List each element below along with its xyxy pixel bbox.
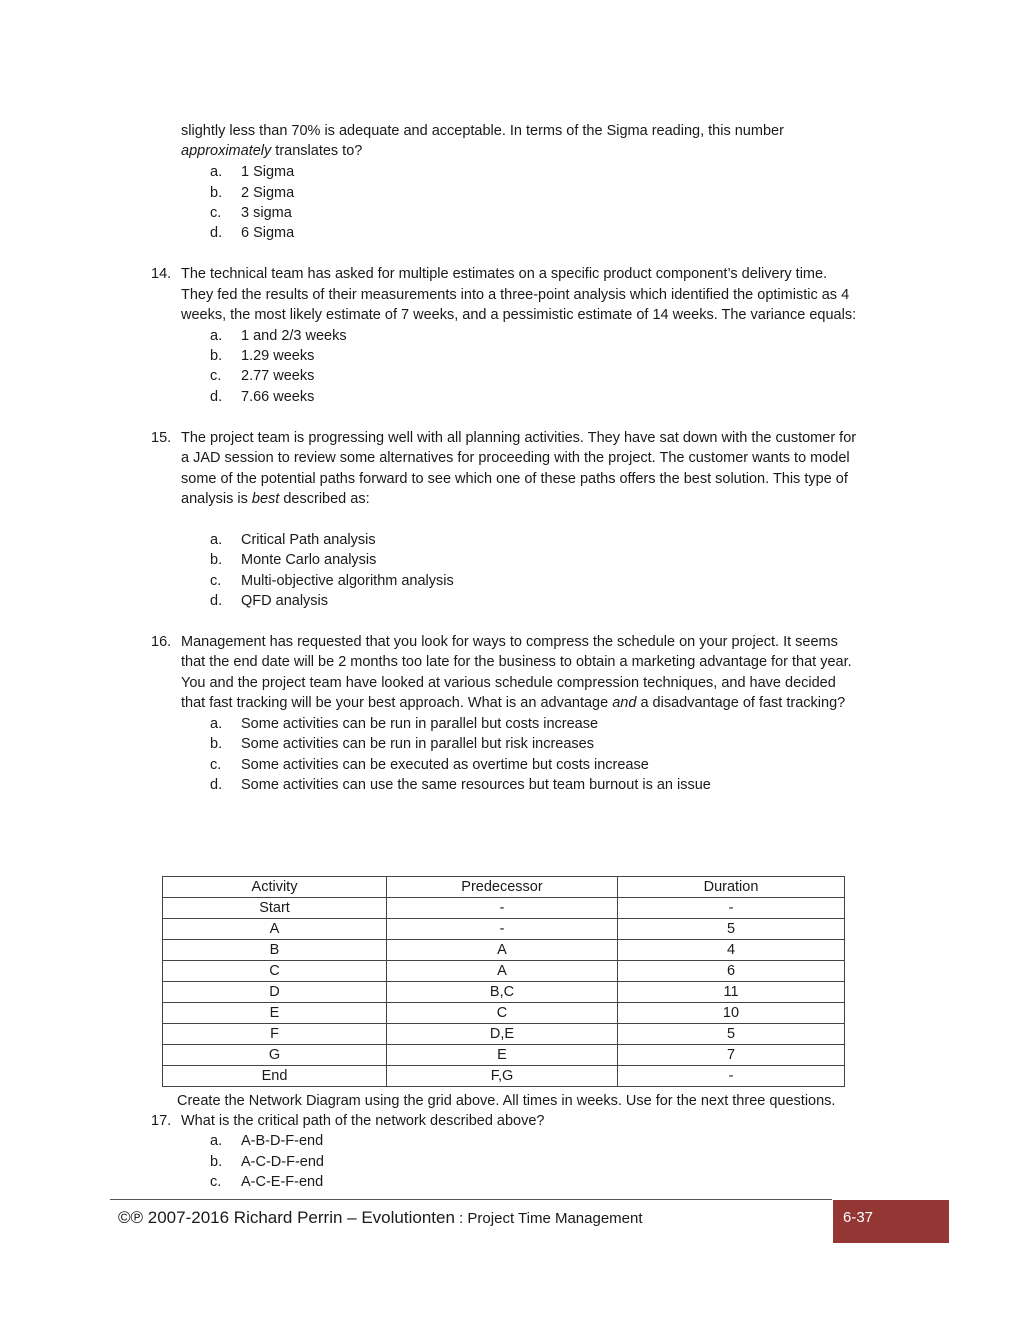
page-number-badge xyxy=(833,1200,949,1243)
table-row xyxy=(163,1045,845,1066)
column-header-duration: Duration xyxy=(618,877,845,898)
duration-cell: 5 xyxy=(618,1024,845,1045)
activity-cell: F xyxy=(163,1024,387,1045)
option-letter: c. xyxy=(210,368,222,384)
predecessor-cell: C xyxy=(387,1003,618,1024)
activity-cell: E xyxy=(163,1003,387,1024)
option-letter: d. xyxy=(210,225,223,241)
q16-text-line: that the end date will be 2 months too late for the business to obtain a marketing advantage for that year. xyxy=(181,654,852,670)
option-text: 3 sigma xyxy=(241,205,292,221)
option-text: 1.29 weeks xyxy=(241,348,315,364)
page-number: 6-37 xyxy=(843,1209,874,1226)
option-text: Multi-objective algorithm analysis xyxy=(241,573,454,589)
option-letter: c. xyxy=(210,205,222,221)
activity-table xyxy=(162,876,845,1087)
option-text: Some activities can be run in parallel but costs increase xyxy=(241,716,599,732)
option-letter: b. xyxy=(210,1154,223,1170)
question-number: 15. xyxy=(151,430,172,446)
predecessor-cell: E xyxy=(387,1045,618,1066)
predecessor-cell: A xyxy=(387,961,618,982)
option-letter: b. xyxy=(210,552,223,568)
footer-copyright: ©℗ 2007-2016 Richard Perrin – Evolutionten : Project Time Management xyxy=(118,1208,643,1227)
activity-cell: B xyxy=(163,940,387,961)
option-letter: a. xyxy=(210,164,223,180)
option-text: QFD analysis xyxy=(241,593,329,609)
option-letter: c. xyxy=(210,757,222,773)
activity-cell: D xyxy=(163,982,387,1003)
activity-cell: C xyxy=(163,961,387,982)
duration-cell: 7 xyxy=(618,1045,845,1066)
duration-cell: 5 xyxy=(618,919,845,940)
footer-divider xyxy=(110,1199,832,1200)
option-text: Monte Carlo analysis xyxy=(241,552,377,568)
option-letter: c. xyxy=(210,573,222,589)
q16-text-line: You and the project team have looked at various schedule compression techniques, and have decided xyxy=(181,675,836,691)
option-text: A-B-D-F-end xyxy=(241,1133,324,1149)
question-number: 17. xyxy=(151,1113,172,1129)
predecessor-cell: - xyxy=(387,919,618,940)
q15-text-line: a JAD session to review some alternatives for proceeding with the project. The customer wants to model xyxy=(181,450,850,466)
q16-text-line: that fast tracking will be your best approach. What is an advantage and a disadvantage of fast tracking? xyxy=(181,695,846,711)
option-text: Some activities can be executed as overtime but costs increase xyxy=(241,757,649,773)
option-text: A-C-E-F-end xyxy=(241,1174,324,1190)
duration-cell: 4 xyxy=(618,940,845,961)
q15-text-line: The project team is progressing well with all planning activities. They have sat down with the customer for xyxy=(181,430,857,446)
option-text: A-C-D-F-end xyxy=(241,1154,324,1170)
option-text: Critical Path analysis xyxy=(241,532,376,548)
activity-cell: End xyxy=(163,1066,387,1087)
option-text: 2 Sigma xyxy=(241,185,295,201)
option-text: 7.66 weeks xyxy=(241,389,315,405)
option-letter: a. xyxy=(210,328,223,344)
question-number: 14. xyxy=(151,266,172,282)
table-row xyxy=(163,919,845,940)
duration-cell: 11 xyxy=(618,982,845,1003)
option-text: Some activities can be run in parallel but risk increases xyxy=(241,736,594,752)
q15-text-line: some of the potential paths forward to see which one of these paths offers the best solution. This type of xyxy=(181,471,848,487)
table-row xyxy=(163,1066,845,1087)
table-row xyxy=(163,1024,845,1045)
duration-cell: - xyxy=(618,1066,845,1087)
option-letter: b. xyxy=(210,736,223,752)
table-row xyxy=(163,982,845,1003)
option-letter: d. xyxy=(210,593,223,609)
duration-cell: 10 xyxy=(618,1003,845,1024)
q16-text-line: Management has requested that you look for ways to compress the schedule on your project. It seems xyxy=(181,634,838,650)
predecessor-cell: A xyxy=(387,940,618,961)
option-letter: a. xyxy=(210,716,223,732)
option-letter: d. xyxy=(210,777,223,793)
predecessor-cell: B,C xyxy=(387,982,618,1003)
q14-text-line: The technical team has asked for multiple estimates on a specific product component’s delivery time. xyxy=(181,266,828,282)
q13-text-line: approximately translates to? xyxy=(181,143,363,159)
question-number: 16. xyxy=(151,634,172,650)
table-caption: Create the Network Diagram using the grid above. All times in weeks. Use for the next three questions. xyxy=(177,1093,836,1109)
duration-cell: - xyxy=(618,898,845,919)
activity-cell: A xyxy=(163,919,387,940)
option-text: 2.77 weeks xyxy=(241,368,315,384)
activity-cell: G xyxy=(163,1045,387,1066)
option-text: 1 and 2/3 weeks xyxy=(241,328,347,344)
predecessor-cell: - xyxy=(387,898,618,919)
option-text: 1 Sigma xyxy=(241,164,295,180)
q17-text-line: What is the critical path of the network described above? xyxy=(181,1113,545,1129)
predecessor-cell: D,E xyxy=(387,1024,618,1045)
q14-text-line: They fed the results of their measurements into a three-point analysis which identified the optimistic as 4 xyxy=(181,287,850,303)
activity-cell: Start xyxy=(163,898,387,919)
table-row xyxy=(163,898,845,919)
table-row xyxy=(163,961,845,982)
option-text: Some activities can use the same resources but team burnout is an issue xyxy=(241,777,711,793)
q15-text-line: analysis is best described as: xyxy=(181,491,370,507)
option-letter: b. xyxy=(210,185,223,201)
q14-text-line: weeks, the most likely estimate of 7 weeks, and a pessimistic estimate of 14 weeks. The variance equals: xyxy=(181,307,857,323)
q13-text-line: slightly less than 70% is adequate and acceptable. In terms of the Sigma reading, this number xyxy=(181,123,784,139)
option-letter: c. xyxy=(210,1174,222,1190)
column-header-activity: Activity xyxy=(163,877,387,898)
option-text: 6 Sigma xyxy=(241,225,295,241)
option-letter: d. xyxy=(210,389,223,405)
option-letter: a. xyxy=(210,1133,223,1149)
option-letter: b. xyxy=(210,348,223,364)
column-header-predecessor: Predecessor xyxy=(387,877,618,898)
table-row xyxy=(163,1003,845,1024)
predecessor-cell: F,G xyxy=(387,1066,618,1087)
duration-cell: 6 xyxy=(618,961,845,982)
table-row xyxy=(163,940,845,961)
table-header-row xyxy=(163,877,845,898)
option-letter: a. xyxy=(210,532,223,548)
